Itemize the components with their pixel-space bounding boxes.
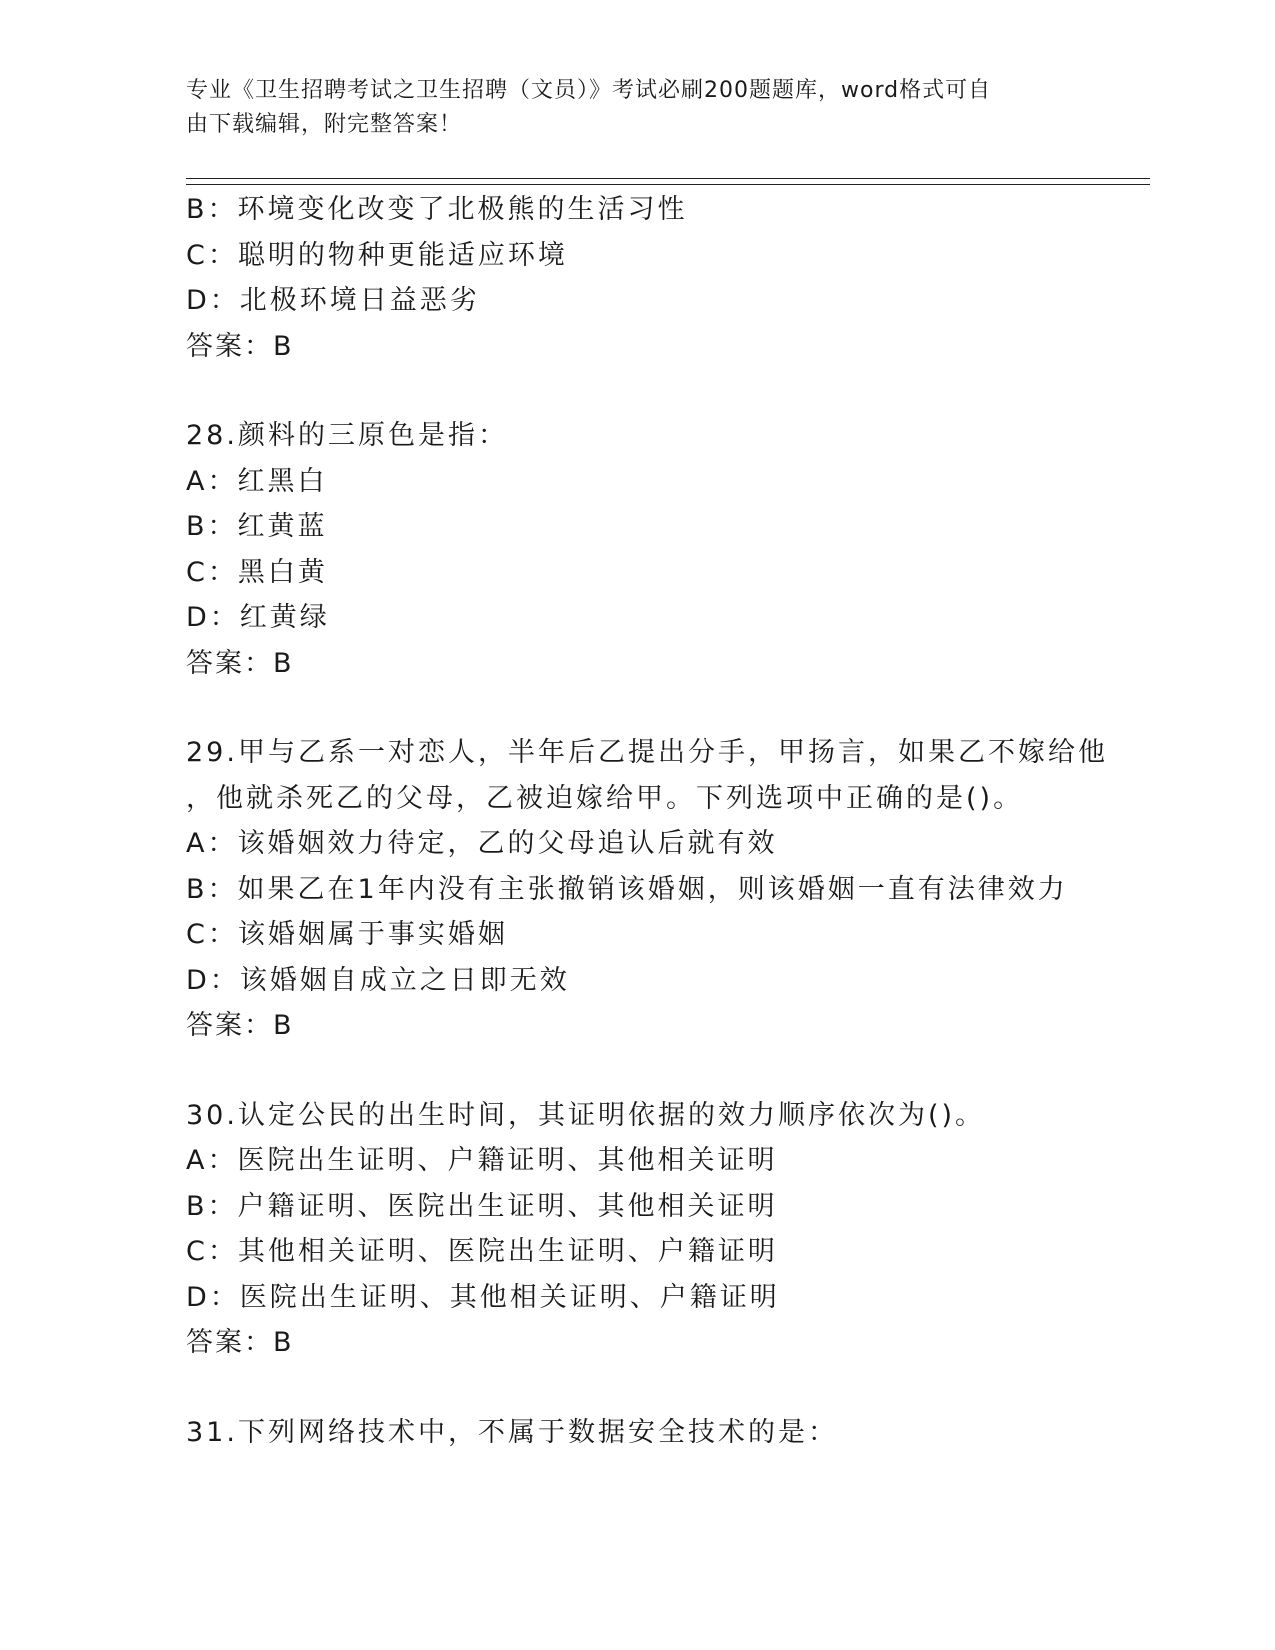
question-stem: 30.认定公民的出生时间，其证明依据的效力顺序依次为()。 <box>186 1099 986 1131</box>
option-c: C：该婚姻属于事实婚姻 <box>186 919 508 950</box>
question-28 <box>186 413 1150 686</box>
question-stem: 31.下列网络技术中，不属于数据安全技术的是： <box>186 1416 838 1448</box>
option-a: A：红黑白 <box>186 465 328 497</box>
question-list <box>186 187 1150 1455</box>
question-31 <box>186 1410 1150 1456</box>
answer: 答案：B <box>186 1327 294 1358</box>
answer: 答案：B <box>186 330 294 362</box>
option-b: B：红黄蓝 <box>186 511 328 542</box>
option-c: C：其他相关证明、医院出生证明、户籍证明 <box>186 1236 778 1267</box>
question-29 <box>186 730 1150 1049</box>
header-line-2: 由下载编辑，附完整答案！ <box>186 112 463 137</box>
option-c: C：黑白黄 <box>186 556 328 588</box>
option-d: D：医院出生证明、其他相关证明、户籍证明 <box>186 1281 780 1313</box>
header-divider-top <box>186 178 1150 179</box>
answer: 答案：B <box>186 647 294 679</box>
option-a: A：该婚姻效力待定，乙的父母追认后就有效 <box>186 828 778 859</box>
option-d: D：北极环境日益恶劣 <box>186 285 480 316</box>
document-header <box>186 74 1086 142</box>
option-b: B：环境变化改变了北极熊的生活习性 <box>186 194 688 225</box>
option-b: B：户籍证明、医院出生证明、其他相关证明 <box>186 1190 778 1222</box>
question-stem-line-2: ，他就杀死乙的父母，乙被迫嫁给甲。下列选项中正确的是()。 <box>186 782 1024 814</box>
question-30 <box>186 1093 1150 1366</box>
header-divider-bottom <box>186 184 1150 185</box>
option-d: D：红黄绿 <box>186 602 330 633</box>
header-line-1: 专业《卫生招聘考试之卫生招聘（文员）》考试必刷200题题库，word格式可自 <box>186 78 992 103</box>
question-stem: 28.颜料的三原色是指： <box>186 420 508 451</box>
option-b: B：如果乙在1年内没有主张撤销该婚姻，则该婚姻一直有法律效力 <box>186 873 1068 905</box>
question-stem-line-1: 29.甲与乙系一对恋人，半年后乙提出分手，甲扬言，如果乙不嫁给他 <box>186 737 1108 768</box>
option-d: D：该婚姻自成立之日即无效 <box>186 964 570 996</box>
option-a: A：医院出生证明、户籍证明、其他相关证明 <box>186 1145 778 1176</box>
answer: 答案：B <box>186 1010 294 1041</box>
question-27-continued <box>186 187 1150 369</box>
option-c: C：聪明的物种更能适应环境 <box>186 239 568 271</box>
